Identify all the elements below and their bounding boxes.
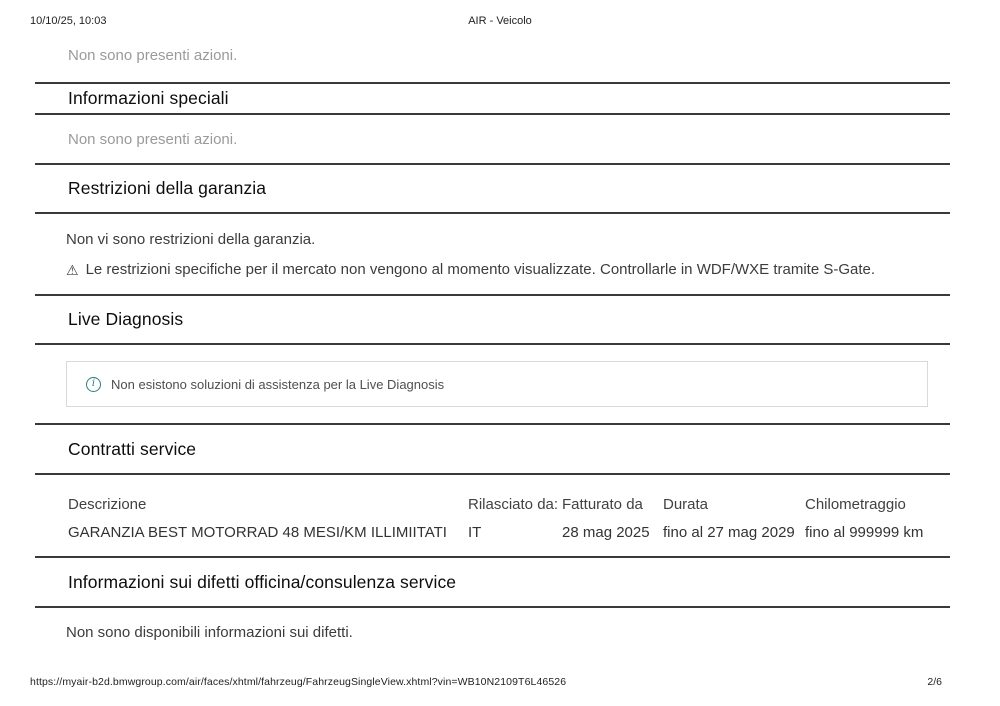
section-header-restrizioni-garanzia <box>35 163 950 214</box>
section-title: Informazioni sui difetti officina/consulenza service <box>68 571 457 592</box>
warranty-restrictions-body: Non vi sono restrizioni della garanzia. <box>66 231 316 248</box>
section-header-informazioni-speciali <box>35 82 950 115</box>
table-row-cell-fatturato-da: 28 mag 2025 <box>562 524 650 541</box>
table-row-cell-descrizione: GARANZIA BEST MOTORRAD 48 MESI/KM ILLIMIITATI <box>68 524 447 541</box>
live-diagnosis-info-text: Non esistono soluzioni di assistenza per la Live Diagnosis <box>111 376 445 392</box>
warranty-market-warning <box>66 261 940 280</box>
print-footer-page-indicator: 2/6 <box>927 676 942 688</box>
section-title: Informazioni speciali <box>68 88 229 108</box>
section-header-live-diagnosis <box>35 294 950 345</box>
section-header-informazioni-difetti <box>35 556 950 608</box>
section-title: Live Diagnosis <box>68 309 184 329</box>
section-header-contratti-service <box>35 423 950 475</box>
section-title: Contratti service <box>68 438 197 459</box>
print-header-datetime: 10/10/25, 10:03 <box>30 15 107 27</box>
info-icon: i <box>86 377 101 392</box>
live-diagnosis-info-box <box>66 361 928 407</box>
table-row-cell-chilometraggio: fino al 999999 km <box>805 524 924 541</box>
service-contracts-table <box>68 496 950 541</box>
print-footer-url: https://myair-b2d.bmwgroup.com/air/faces/xhtml/fahrzeug/FahrzeugSingleView.xhtml?vin=WB10N2109T6L46526 <box>30 676 567 688</box>
column-header-durata: Durata <box>663 496 709 513</box>
special-info-empty-text: Non sono presenti azioni. <box>68 131 238 148</box>
column-header-chilometraggio: Chilometraggio <box>805 496 906 513</box>
column-header-fatturato-da: Fatturato da <box>562 496 643 513</box>
actions-empty-text: Non sono presenti azioni. <box>68 47 238 64</box>
warning-triangle-icon: ⚠ <box>66 262 79 278</box>
column-header-rilasciato-da: Rilasciato da: <box>468 496 559 513</box>
defects-empty-text: Non sono disponibili informazioni sui difetti. <box>66 624 353 641</box>
table-row-cell-durata: fino al 27 mag 2029 <box>663 524 795 541</box>
print-header-title: AIR - Veicolo <box>468 15 532 27</box>
column-header-descrizione: Descrizione <box>68 496 147 513</box>
warning-text: Le restrizioni specifiche per il mercato non vengono al momento visualizzate. Controllarle in WDF/WXE tramite S-Gate. <box>85 261 876 278</box>
section-title: Restrizioni della garanzia <box>68 178 267 198</box>
table-row-cell-rilasciato-da: IT <box>468 524 482 541</box>
